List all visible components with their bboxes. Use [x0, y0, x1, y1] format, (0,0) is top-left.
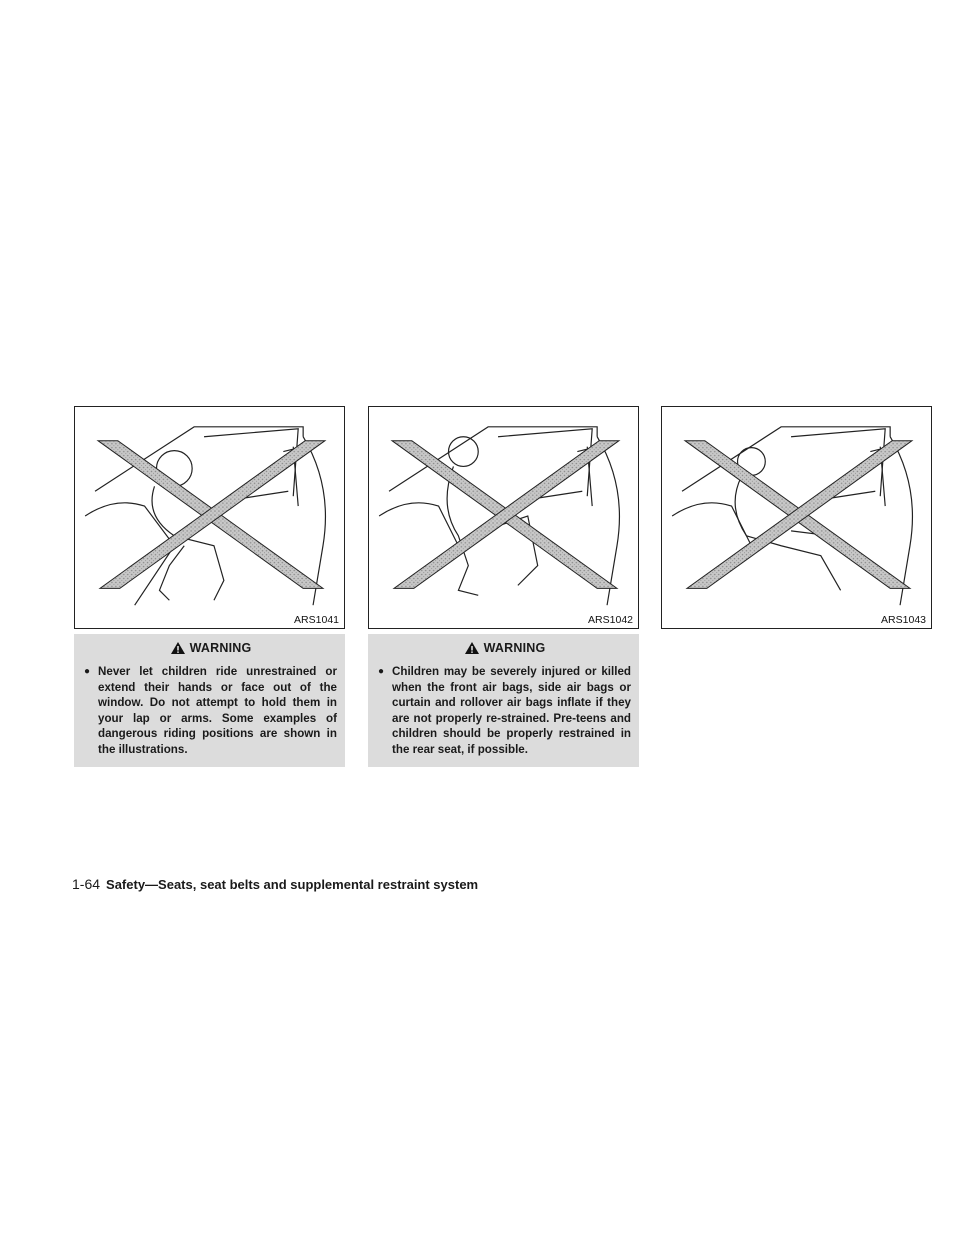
warning-item-text: Children may be severely injured or killed when the front air bags, side air bags or curtain and rollover air bags inflate if they are not properly re-strained. Pre-teens and children should be properly restrained in the rear seat, if possible. — [392, 665, 631, 756]
warning-title-text: WARNING — [483, 641, 546, 655]
warning-item — [84, 664, 337, 758]
warning-title-text: WARNING — [189, 641, 252, 655]
bullet-icon: ● — [378, 666, 385, 677]
warning-box-2 — [368, 634, 639, 767]
illustration-child-standing-between-seats — [368, 406, 639, 629]
warning-title — [378, 641, 631, 655]
warning-triangle-icon — [170, 641, 186, 655]
figure-code: ARS1041 — [294, 614, 339, 626]
warning-title — [84, 641, 337, 655]
section-title: Safety—Seats, seat belts and supplemental restraint system — [106, 877, 479, 892]
figure-code: ARS1043 — [881, 614, 926, 626]
illustration-child-leaning-forward — [74, 406, 345, 629]
car-interior-drawing — [369, 407, 638, 628]
car-interior-drawing — [75, 407, 344, 628]
car-interior-drawing — [662, 407, 931, 628]
warning-item — [378, 664, 631, 758]
illustration-child-on-lap — [661, 406, 932, 629]
warning-triangle-icon — [464, 641, 480, 655]
bullet-icon: ● — [84, 666, 91, 677]
warning-item-text: Never let children ride unrestrained or extend their hands or face out of the window. Do not attempt to hold them in your lap or arms. Some examples of dangerous riding positions are shown in the illustrations. — [98, 665, 337, 756]
page-footer — [72, 876, 478, 892]
figure-code: ARS1042 — [588, 614, 633, 626]
page-number: 1-64 — [72, 876, 101, 892]
warning-box-1 — [74, 634, 345, 767]
